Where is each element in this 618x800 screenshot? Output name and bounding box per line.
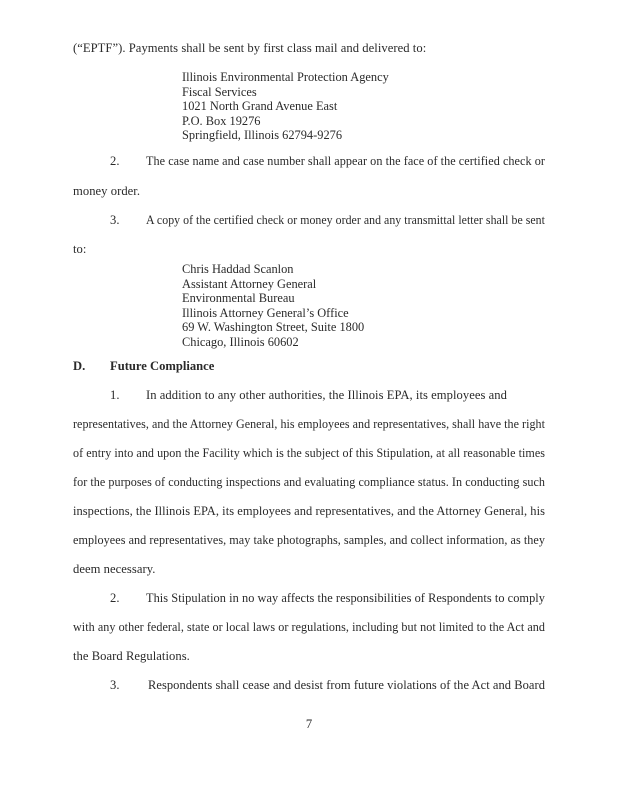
para1-line: representatives, and the Attorney General, his employees and representatives, shall have the right	[73, 417, 546, 431]
section-d-letter: D.	[73, 359, 86, 373]
item3-number: 3.	[110, 213, 120, 227]
para1-line: for the purposes of conducting inspections and evaluating compliance status. In conducting such	[73, 475, 546, 489]
para1-line: inspections, the Illinois EPA, its employees and representatives, and the Attorney General, his	[73, 504, 546, 518]
payment-address-line: Fiscal Services	[182, 84, 257, 99]
ag-address-line: Environmental Bureau	[182, 291, 295, 306]
item3-line2: to:	[73, 242, 87, 256]
ag-address-line: Illinois Attorney General’s Office	[182, 305, 349, 320]
para1-line: of entry into and upon the Facility which is the subject of this Stipulation, at all reasonable times	[73, 446, 545, 460]
ag-address-line: Chris Haddad Scanlon	[182, 262, 294, 276]
payment-address-block	[182, 70, 389, 143]
para2-line: This Stipulation in no way affects the responsibilities of Respondents to comply	[146, 591, 546, 605]
ag-address-line: 69 W. Washington Street, Suite 1800	[182, 320, 365, 335]
para1-line: In addition to any other authorities, the Illinois EPA, its employees and	[146, 388, 508, 402]
page-number: 7	[305, 717, 313, 731]
payment-address-line: 1021 North Grand Avenue East	[182, 99, 338, 114]
para3-line: Respondents shall cease and desist from future violations of the Act and Board	[148, 678, 545, 692]
section-d-title: Future Compliance	[110, 359, 215, 373]
item2-line2: money order.	[73, 184, 141, 198]
item2-number: 2.	[110, 154, 120, 168]
payment-address-line: Springfield, Illinois 62794-9276	[182, 128, 343, 143]
para1-line: employees and representatives, may take photographs, samples, and collect information, as they	[73, 533, 545, 547]
para1-number: 1.	[110, 388, 120, 402]
para2-number: 2.	[110, 591, 120, 605]
payment-address-line: Illinois Environmental Protection Agency	[182, 70, 389, 84]
para3-number: 3.	[110, 678, 120, 692]
ag-address-line: Chicago, Illinois 60602	[182, 334, 299, 349]
ag-address-block	[182, 262, 364, 350]
ag-address-line: Assistant Attorney General	[182, 276, 317, 291]
opening-line: (“EPTF”). Payments shall be sent by first class mail and delivered to:	[73, 41, 427, 55]
item3-line1: A copy of the certified check or money order and any transmittal letter shall be sent	[146, 213, 545, 227]
para2-line: with any other federal, state or local laws or regulations, including but not limited to the Act and	[73, 620, 546, 634]
para2-line: the Board Regulations.	[73, 649, 190, 663]
payment-address-line: P.O. Box 19276	[182, 113, 261, 128]
item2-line1: The case name and case number shall appear on the face of the certified check or	[146, 154, 545, 168]
para1-line: deem necessary.	[73, 562, 156, 576]
